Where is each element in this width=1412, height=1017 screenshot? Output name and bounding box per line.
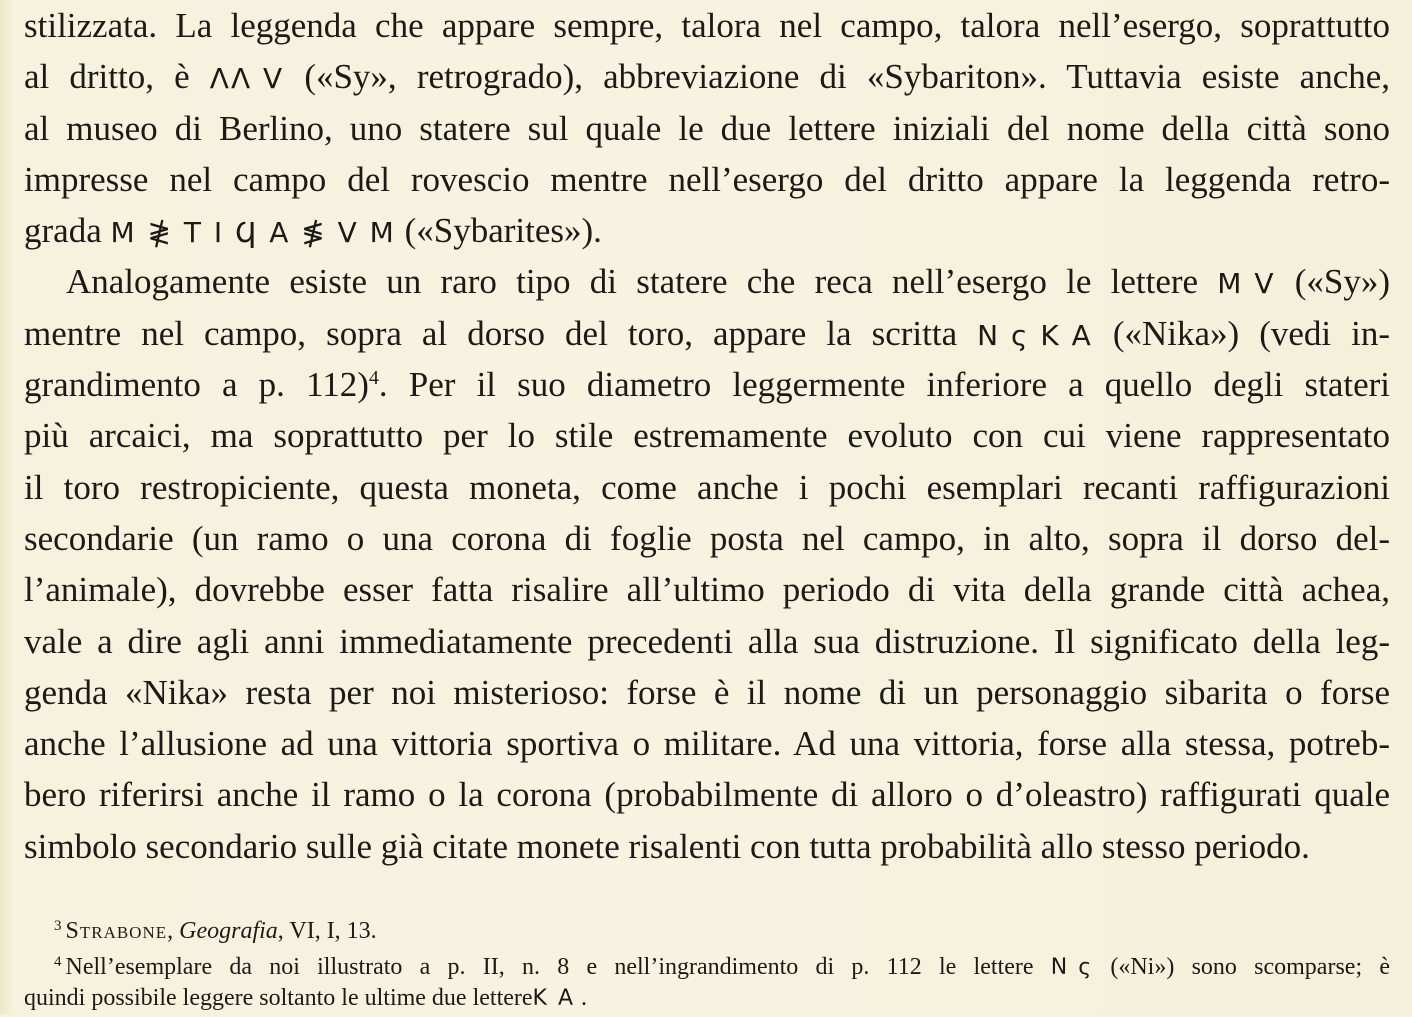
text-line — [24, 616, 1390, 667]
footnote-4 — [24, 944, 1390, 980]
text-span: genda «Nika» resta per noi misterioso: forse è il nome di un personaggio sibarita o forse — [24, 672, 1390, 712]
text-span: grandimento a p. 112) — [24, 365, 369, 405]
footnote-mark: 3 — [54, 918, 62, 934]
footnote-4-continued — [24, 980, 1390, 1016]
text-span: impresse nel campo del rovescio mentre nell’esergo del dritto appare la leggenda retro- — [24, 159, 1390, 199]
text-span: stilizzata. La leggenda che appare sempre, talora nel campo, talora nell’esergo, soprattutto — [24, 6, 1390, 45]
greek-legend-glyphs: Ν ς Κ Α — [977, 318, 1093, 352]
text-span: («Sy») — [1294, 262, 1391, 302]
text-line — [24, 513, 1390, 564]
text-span: l’animale), dovrebbe esser fatta risalire all’ultimo periodo di vita della grande città achea, — [24, 570, 1390, 610]
text-line — [24, 0, 1390, 51]
text-span: simbolo secondario sulle già citate monete risalenti con tutta probabilità allo stesso periodo. — [24, 826, 1310, 866]
text-line — [24, 51, 1390, 102]
text-span: al dritto, è — [24, 57, 190, 97]
text-span: anche l’allusione ad una vittoria sportiva o militare. Ad una vittoria, forse alla stessa, potreb- — [24, 724, 1390, 764]
text-line — [24, 462, 1390, 513]
footnote-3 — [24, 908, 1390, 944]
text-span: . Per il suo diametro leggermente inferiore a quello degli stateri — [378, 365, 1390, 405]
text-span: grada — [24, 211, 102, 251]
footnotes — [24, 908, 1390, 1016]
text-line — [24, 821, 1390, 872]
text-line — [24, 667, 1390, 718]
text-line — [24, 205, 1390, 256]
text-span: («Sy», retrogrado), abbreviazione di «Sybariton». Tuttavia esiste anche, — [304, 57, 1391, 97]
text-line — [24, 564, 1390, 615]
text-span: quindi possibile leggere soltanto le ultime due lettere — [24, 985, 533, 1011]
text-span: . — [581, 985, 588, 1011]
text-line — [24, 769, 1390, 820]
text-span: , — [167, 918, 174, 944]
footnote-work-title: Geografia — [179, 918, 278, 944]
text-line — [24, 256, 1390, 307]
text-span: al museo di Berlino, uno statere sul quale le due lettere iniziali del nome della città sono — [24, 108, 1390, 148]
text-line — [24, 154, 1390, 205]
text-line — [24, 410, 1390, 461]
text-span: bero riferirsi anche il ramo o la corona (probabilmente di alloro o d’oleastro) raffigurati quale — [24, 775, 1390, 815]
text-span: vale a dire agli anni immediatamente precedenti alla sua distruzione. Il significato della leg- — [24, 621, 1390, 661]
greek-legend-glyphs: ΛΛ V — [209, 62, 285, 96]
footnote-author: Strabone — [65, 918, 168, 944]
text-span: («Ni») sono scomparse; è — [1110, 954, 1390, 980]
text-span: («Sybarites»). — [404, 211, 602, 251]
text-span: Analogamente esiste un raro tipo di statere che reca nell’esergo le lettere — [66, 262, 1199, 302]
main-text — [24, 0, 1390, 872]
footnote-mark: 4 — [54, 954, 62, 970]
text-line — [24, 718, 1390, 769]
text-span: («Nika») (vedi in- — [1112, 313, 1391, 353]
greek-legend-glyphs: Ν ς — [1050, 955, 1094, 980]
text-span: mentre nel campo, sopra al dorso del toro, appare la scritta — [24, 313, 958, 353]
text-span: , VI, I, 13. — [277, 918, 377, 944]
greek-legend-glyphs: Μ ≹ Τ Ι Ϥ Α ≸ V Μ — [110, 216, 396, 250]
greek-legend-glyphs: Κ Α — [532, 986, 576, 1011]
text-line — [24, 308, 1390, 359]
greek-legend-glyphs: Μ V — [1217, 267, 1276, 301]
text-line — [24, 359, 1390, 410]
text-line — [24, 103, 1390, 154]
text-span: Nell’esemplare da noi illustrato a p. II, n. 8 e nell’ingrandimento di p. 112 le lettere — [65, 954, 1034, 980]
text-span: più arcaici, ma soprattutto per lo stile estremamente evoluto con cui viene rappresentato — [24, 416, 1390, 456]
footnote-reference: 4 — [368, 367, 379, 390]
text-span: il toro restropiciente, questa moneta, come anche i pochi esemplari recanti raffigurazioni — [24, 467, 1390, 507]
text-span: secondarie (un ramo o una corona di foglie posta nel campo, in alto, sopra il dorso del- — [24, 518, 1390, 558]
